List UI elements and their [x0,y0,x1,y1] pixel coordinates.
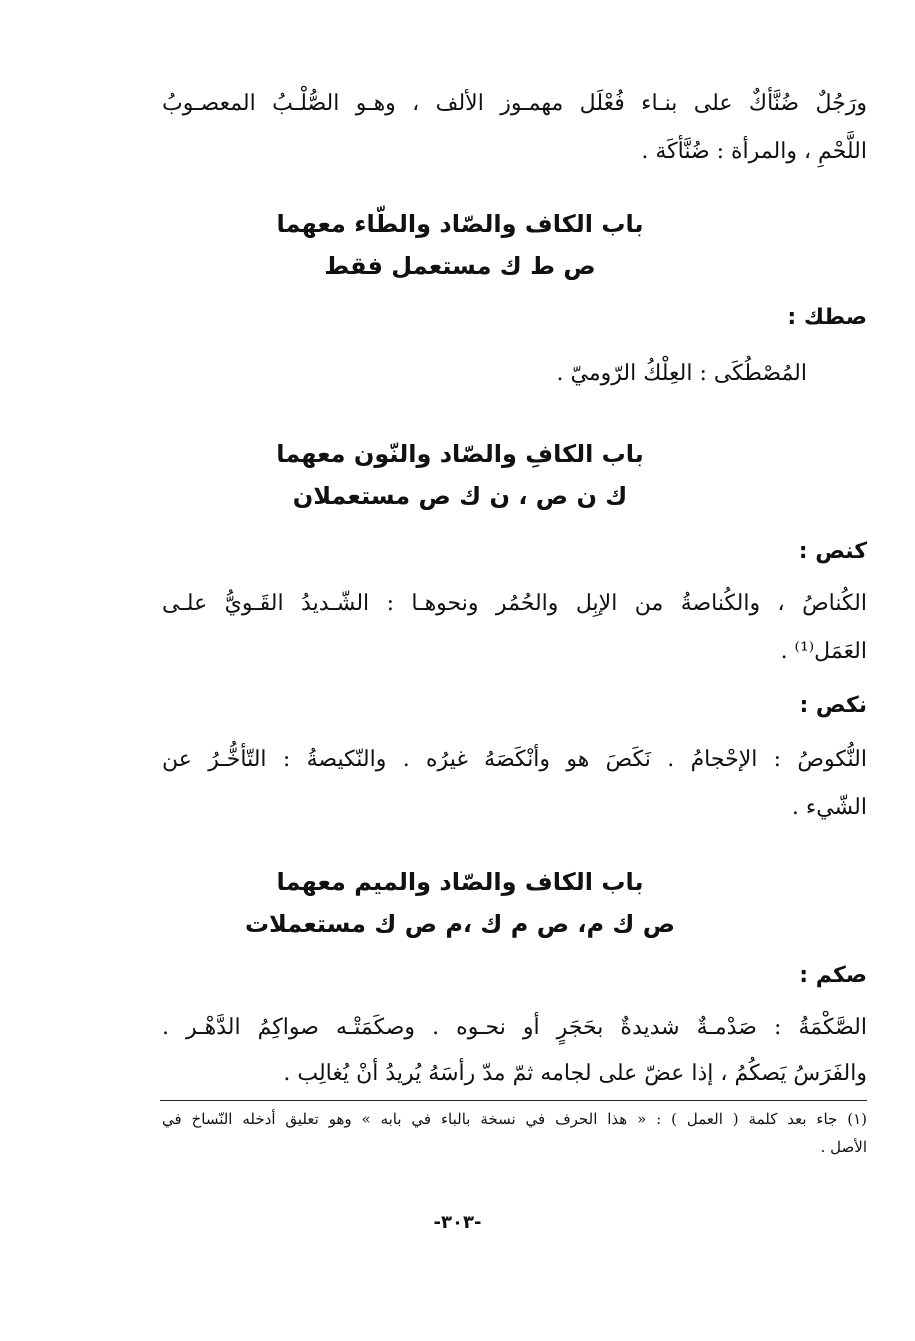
text-line: الكُناصُ ، والكُناصةُ من الإبِل والحُمُر ونحوهـا : الشّـديدُ القَـويُّ علـى [162,591,867,616]
entry-headword: نكص : [799,693,867,718]
section-subheading: ص ك م، ص م ك ،م ص ك مستعملات [244,910,676,938]
section-heading: باب الكاف والصّاد والطّاء معهما [276,210,644,238]
text-line: ورَجُلٌ ضُنَّأكٌ على بنـاء فُعْلَل مهمـوز الألف ، وهـو الصُّلْـبُ المعصـوبُ [162,91,867,116]
section-heading: باب الكافِ والصّاد والنّون معهما [276,440,644,468]
footnote-line: الأصل . [820,1138,867,1156]
section-subheading: ك ن ص ، ن ك ص مستعملان [292,482,628,510]
text-line: الصَّكْمَةُ : صَدْمـةٌ شديدةٌ بحَجَرٍ أو نحـوه . وصكَمَتْـه صواكِمُ الدَّهْـر . [162,1015,867,1040]
text-line: والفَرَسُ يَصكُمُ ، إذا عضّ على لجامه ثمّ مدّ رأسَهُ يُريدُ أنْ يُغالِب . [283,1061,867,1086]
section-subheading: ص ط ك مستعمل فقط [324,252,596,280]
entry-headword: كنص : [798,539,867,564]
entry-headword: صطك : [787,305,867,330]
footnote-line: (١) جاء بعد كلمة ( العمل ) : « هذا الحرف في نسخة بالباء في بابه » وهو تعليق أدخله النّساخ في [162,1110,867,1128]
text-line: العَمَل⁽¹⁾ . [780,639,867,664]
text-line: اللَّحْمِ ، والمرأة : ضُنَّأكَة . [641,139,867,164]
page-number: -٣٠٣- [433,1212,482,1233]
entry-headword: صكم : [799,963,867,988]
text-line: الشّيء . [791,795,867,820]
footnote-divider [160,1100,867,1101]
text-line: النُّكوصُ : الإحْجامُ . نَكَصَ هو وأنْكَصَهُ غيرُه . والنّكيصةُ : التّأخُّـرُ عن [162,747,867,772]
section-heading: باب الكاف والصّاد والميم معهما [276,868,644,896]
text-line: المُصْطُكَى : العِلْكُ الرّوميّ . [556,361,807,386]
